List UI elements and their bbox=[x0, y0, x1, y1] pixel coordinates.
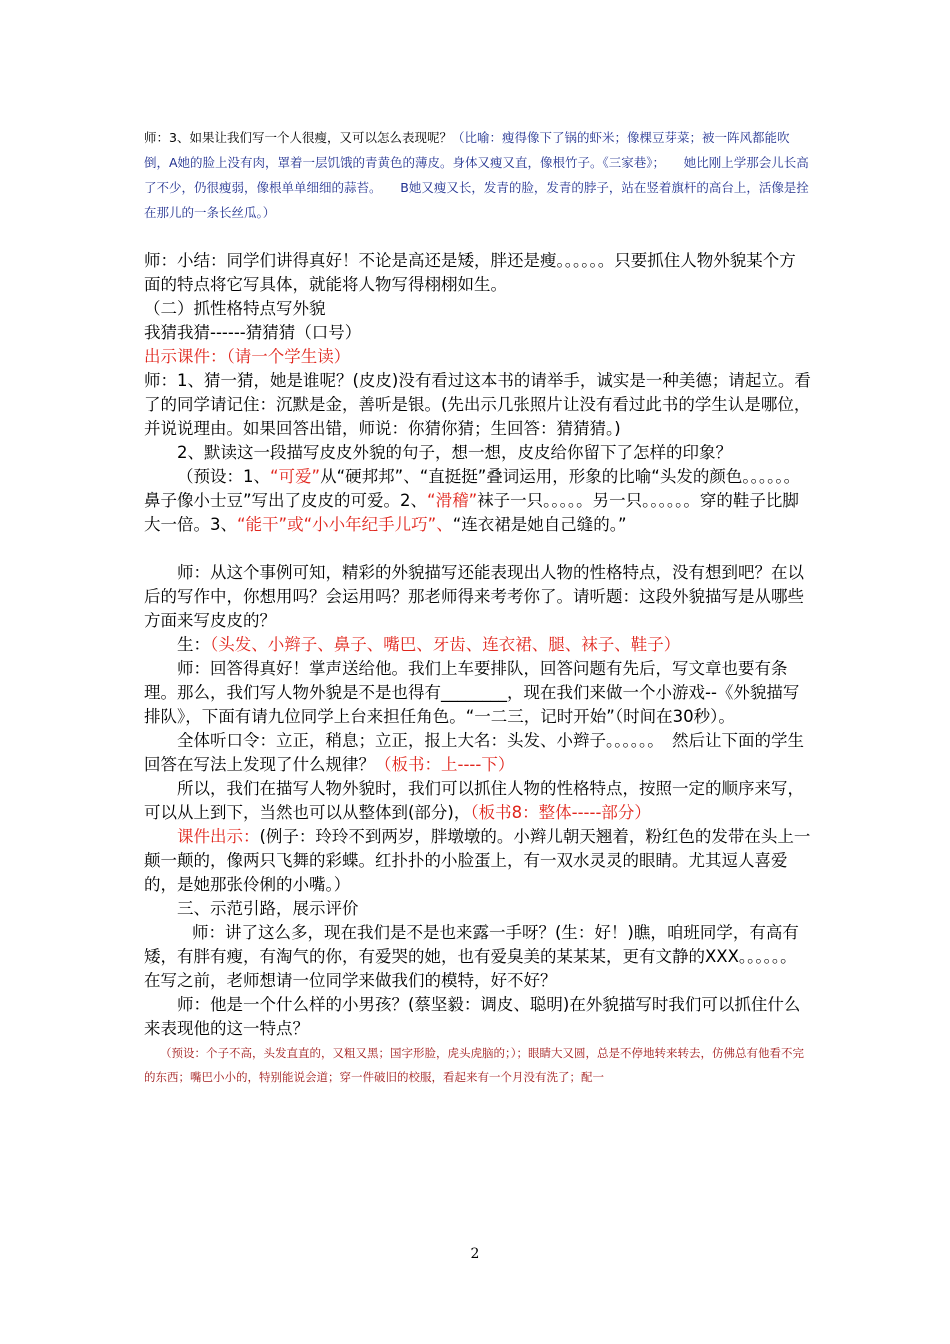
paragraph-guess: 师：1、猜一猜，她是谁呢？(皮皮)没有看过这本书的请举手，诚实是一种美德；请起立。看了的同学请记住：沉默是金，善听是银。(先出示几张照片让没有看过此书的学生认是哪位，并说说理由。如果回答出错，师说：你猜你猜；生回答：猜猜猜。) bbox=[144, 371, 811, 438]
preset-funny: “滑稽” bbox=[427, 491, 478, 510]
courseware-label: 课件出示： bbox=[177, 827, 260, 846]
paragraph-game: 师：回答得真好！掌声送给他。我们上车要排队，回答问题有先后，写文章也要有条理。那么，我们写人物外貌是不是也得有________，现在我们来做一个小游戏--《外貌描写排队》，下面有请九位同学上台来担任角色。“一二三，记时开始”（时间在30秒）。 bbox=[144, 659, 800, 726]
preset-g: “连衣裙是她自己缝的。” bbox=[452, 515, 627, 534]
chant-line: 我猜我猜------猜猜猜（口号） bbox=[144, 323, 362, 342]
preset-a: （预设：1、 bbox=[177, 467, 270, 486]
courseware-line: 出示课件：（请一个学生读） bbox=[144, 347, 351, 366]
preset-cute: “可爱” bbox=[270, 467, 321, 486]
preset-e: 袜子一只。。。。。另一只。。。。。。穿的鞋子比脚大一倍。3、 bbox=[144, 491, 799, 534]
paragraph-command bbox=[144, 729, 812, 777]
paragraph-preset bbox=[144, 465, 812, 537]
board-whole-part: （板书8：整体-----部分） bbox=[470, 803, 651, 822]
student-label: 生： bbox=[177, 635, 210, 654]
student-answer: （头发、小辫子、鼻子、嘴巴、牙齿、连衣裙、腿、袜子、鞋子） bbox=[210, 635, 681, 654]
paragraph-read: 2、默读这一段描写皮皮外貌的句子，想一想，皮皮给你留下了怎样的印象？ bbox=[177, 443, 732, 462]
paragraph-thin-question bbox=[144, 125, 812, 225]
preset-c: 从“硬邦邦”、“直挺挺”叠词运用，形象的比喻“头发的颜色。。。。。。鼻子像小士豆”写出了皮皮的可爱。2、 bbox=[144, 467, 801, 510]
page-number: 2 bbox=[470, 1246, 480, 1262]
example-text: (例子：玲玲不到两岁，胖墩墩的。小辫儿朝天翘着，粉红色的发带在头上一颠一颠的，像两只飞舞的彩蝶。红扑扑的小脸蛋上，有一双水灵灵的眼睛。尤其逗人喜爱的，是她那张伶俐的小嘴。） bbox=[144, 827, 811, 894]
thin-question-examples: （比喻：瘦得像下了锅的虾米；像棵豆芽菜；被一阵风都能吹倒，A她的脸上没有肉，罩着一层饥饿的青黄色的薄皮。身体又瘦又直，像根竹子。《三家巷》； 她比刚上学那会儿长高了不少，仍很瘦弱，像根单单细细的蒜苔。 B她又瘦又长，发青的脸，发青的脖子，站在竖着旗杆的高台上，活像是拴在那儿的一条长丝瓜。） bbox=[144, 130, 809, 220]
preset-capable: “能干”或“小小年纪手儿巧”、 bbox=[237, 515, 453, 534]
paragraph-preset-note: （预设：个子不高，头发直直的，又粗又黑；国字形脸，虎头虎脑的；）；眼睛大又圆，总是不停地转来转去，仿佛总有他看不完的东西；嘴巴小小的，特别能说会道；穿一件破旧的校服，看起来有一个月没有洗了；配一 bbox=[144, 1046, 804, 1084]
document-page bbox=[144, 125, 812, 1089]
spacer bbox=[144, 537, 812, 561]
order-text: 所以，我们在描写人物外貌时，我们可以抓住人物的性格特点，按照一定的顺序来写，可以从上到下，当然也可以从整体到(部分)， bbox=[144, 779, 804, 822]
section-heading-2: （二）抓性格特点写外貌 bbox=[144, 299, 326, 318]
paragraph-model: 师：他是一个什么样的小男孩？(蔡坚毅：调皮、聪明)在外貌描写时我们可以抓住什么来表现他的这一特点？ bbox=[144, 995, 801, 1038]
paragraph-show: 师：讲了这么多，现在我们是不是也来露一手呀？(生：好！)瞧，咱班同学，有高有矮，有胖有瘦，有淘气的你，有爱哭的她，也有爱臭美的某某某，更有文静的XXX。。。。。。在写之前，老师想请一位同学来做我们的模特，好不好？ bbox=[144, 923, 799, 990]
thin-question-lead: 师：3、如果让我们写一个人很瘦，又可以怎么表现呢？ bbox=[144, 130, 452, 145]
spacer bbox=[144, 225, 812, 249]
board-top-bottom: （板书：上----下） bbox=[375, 755, 515, 774]
command-text: 全体听口令：立正，稍息；立正，报上大名：头发、小辫子。。。。。。 然后让下面的学生回答在写法上发现了什么规律？ bbox=[144, 731, 804, 774]
paragraph-summary: 师：小结：同学们讲得真好！不论是高还是矮，胖还是瘦。。。。。。只要抓住人物外貌某个方面的特点将它写具体，就能将人物写得栩栩如生。 bbox=[144, 251, 796, 294]
paragraph-student-answer bbox=[144, 633, 812, 657]
paragraph-order bbox=[144, 777, 812, 825]
paragraph-example: 师：从这个事例可知，精彩的外貌描写还能表现出人物的性格特点，没有想到吧？在以后的写作中，你想用吗？会运用吗？那老师得来考考你了。请听题：这段外貌描写是从哪些方面来写皮皮的？ bbox=[144, 563, 804, 630]
section-heading-3: 三、示范引路，展示评价 bbox=[177, 899, 359, 918]
paragraph-courseware-example bbox=[144, 825, 812, 897]
